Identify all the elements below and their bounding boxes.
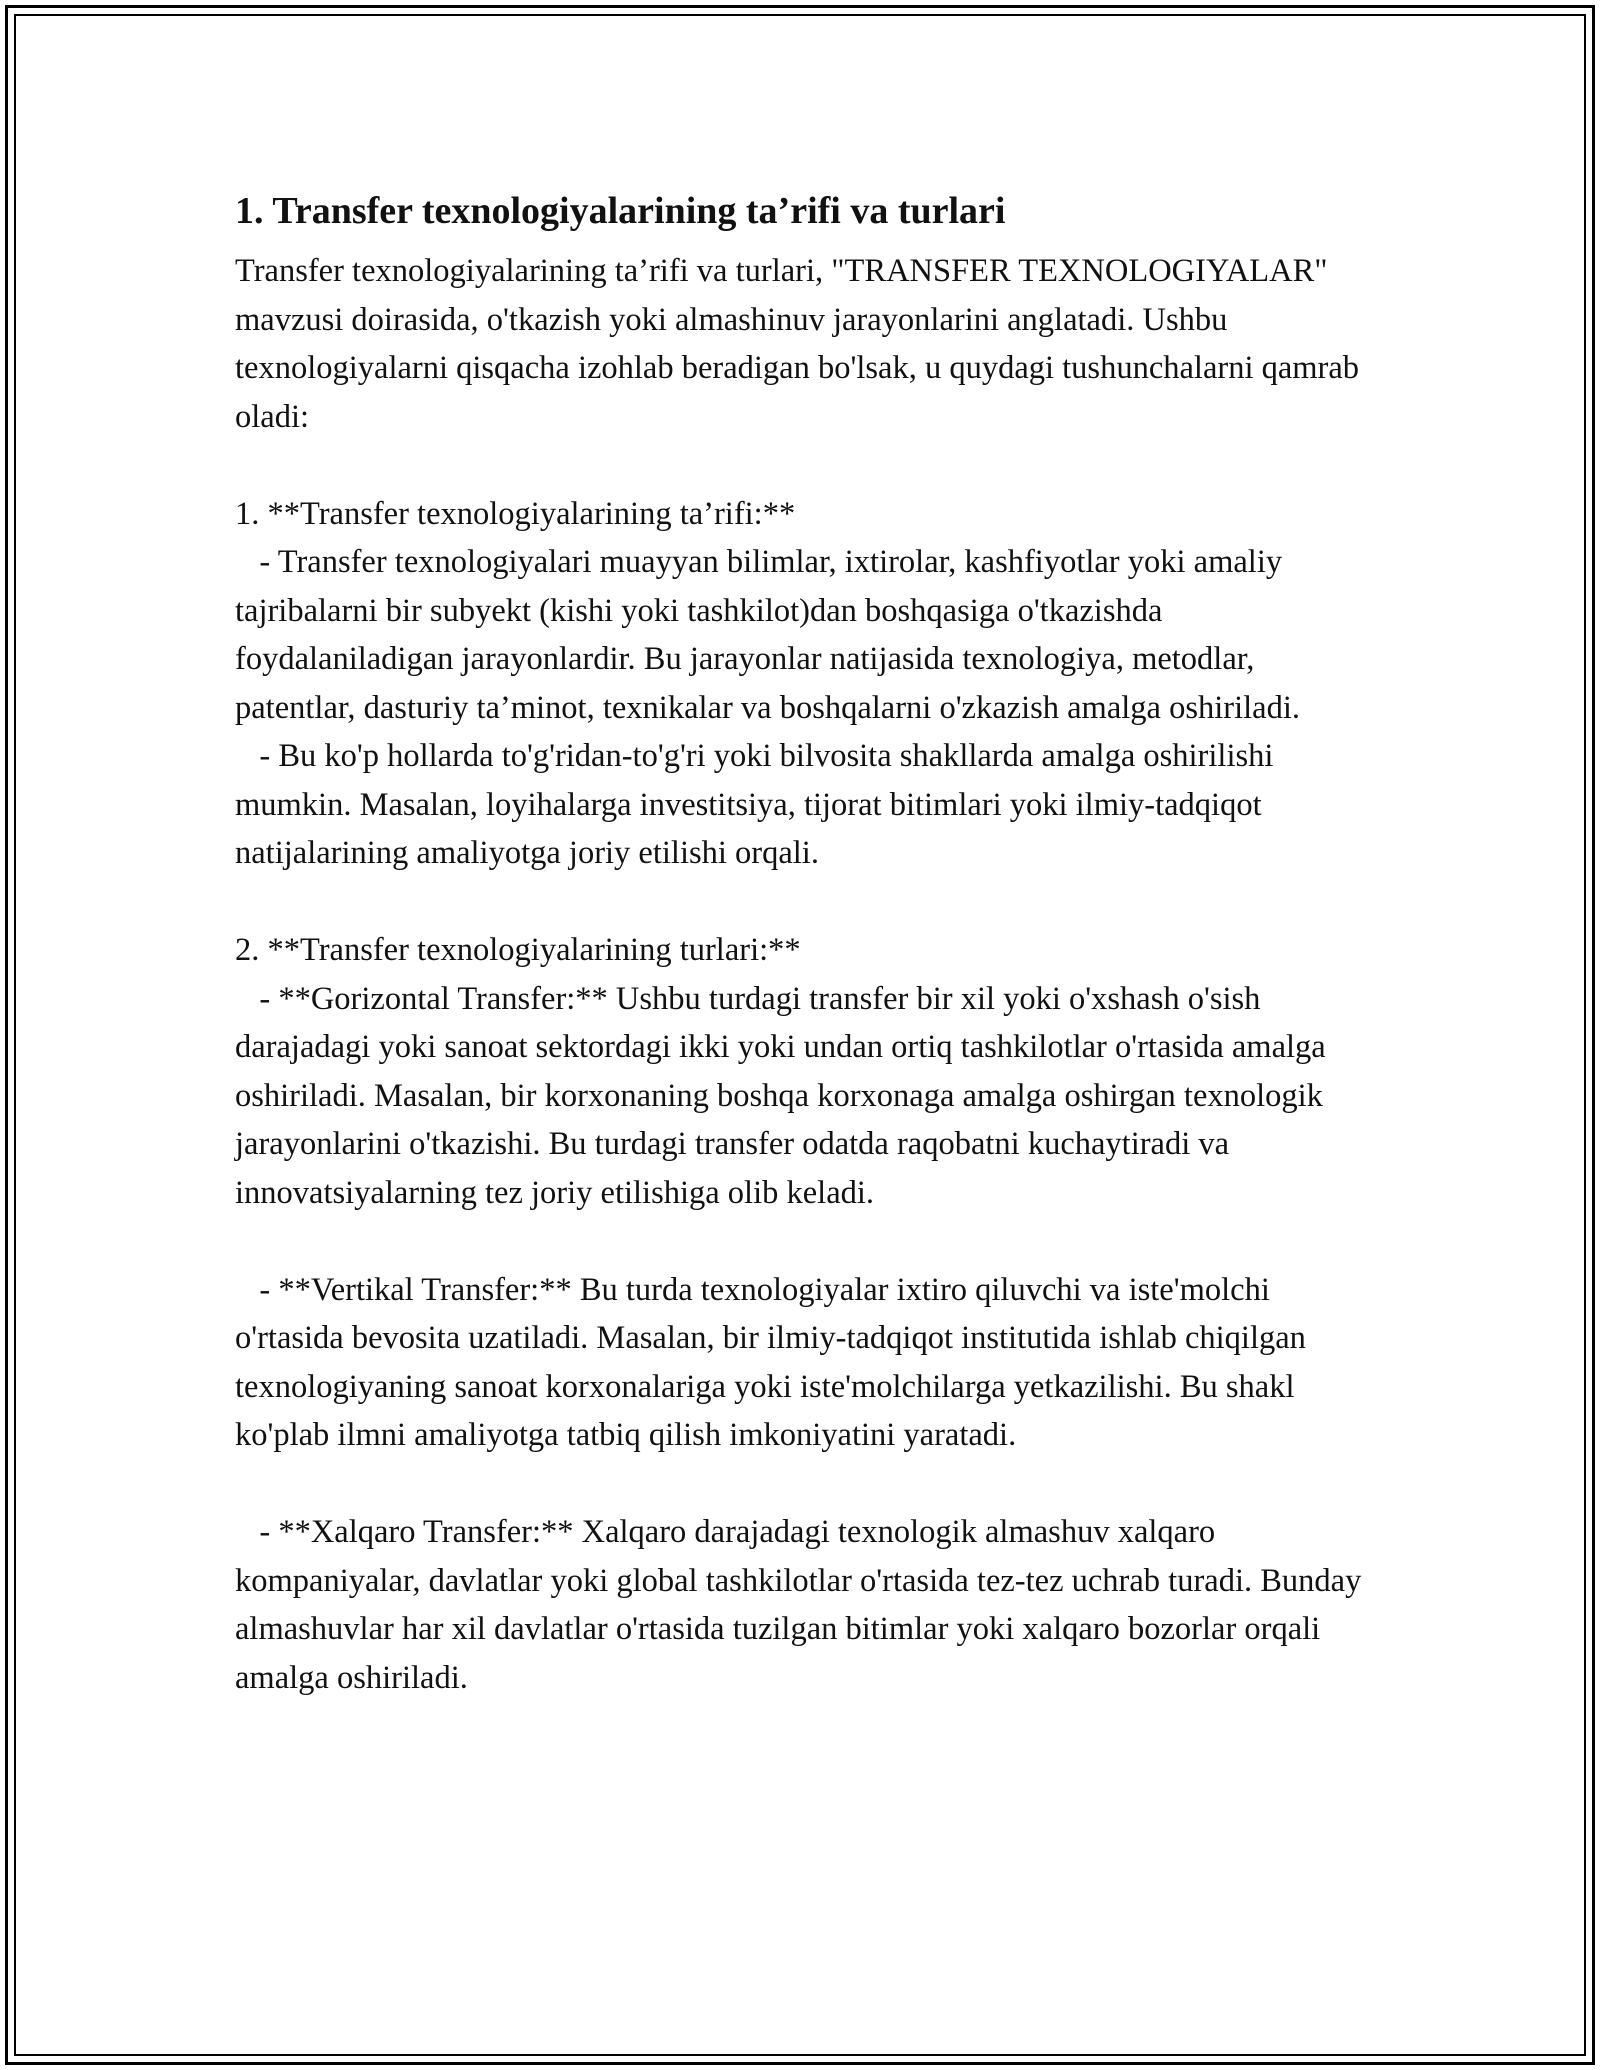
section-body: Transfer texnologiyalarining ta’rifi va turlari, "TRANSFER TEXNOLOGIYALAR" mavzusi doirasida, o'tkazish yoki almashinuv jarayonlarini anglatadi. Ushbu texnologiyalarni qisqacha izohlab beradigan bo'lsak, u quydagi tushunchalarni qamrab oladi: 1. **Transfer texnologiyalarining ta’rifi:** - Transfer texnologiyalari muayyan bilimlar, ixtirolar, kashfiyotlar yoki amaliy tajribalarni bir subyekt (kishi yoki tashkilot)dan boshqasiga o'tkazishda foydalaniladigan jarayonlardir. Bu jarayonlar natijasida texnologiya, metodlar, patentlar, dasturiy ta’minot, texnikalar va boshqalarni o'zkazish amalga oshiriladi. - Bu ko'p hollarda to'g'ridan-to'g'ri yoki bilvosita shakllarda amalga oshirilishi mumkin. Masalan, loyihalarga investitsiya, tijorat bitimlari yoki ilmiy-tadqiqot natijalarining amaliyotga joriy etilishi orqali. 2. **Transfer texnologiyalarining turlari:** - **Gorizontal Transfer:** Ushbu turdagi transfer bir xil yoki o'xshash o'sish darajadagi yoki sanoat sektordagi ikki yoki undan ortiq tashkilotlar o'rtasida amalga oshiriladi. Masalan, bir korxonaning boshqa korxonaga amalga oshirgan texnologik jarayonlarini o'tkazishi. Bu turdagi transfer odatda raqobatni kuchaytiradi va innovatsiyalarning tez joriy etilishiga olib keladi. - **Vertikal Transfer:** Bu turda texnologiyalar ixtiro qiluvchi va iste'molchi o'rtasida bevosita uzatiladi. Masalan, bir ilmiy-tadqiqot institutida ishlab chiqilgan texnologiyaning sanoat korxonalariga yoki iste'molchilarga yetkazilishi. Bu shakl ko'plab ilmni amaliyotga tatbiq qilish imkoniyatini yaratadi. - **Xalqaro Transfer:** Xalqaro darajadagi texnologik almashuv xalqaro kompaniyalar, davlatlar yoki global tashkilotlar o'rtasida tez-tez uchrab turadi. Bunday almashuvlar har xil davlatlar o'rtasida tuzilgan bitimlar yoki xalqaro bozorlar orqali amalga oshiriladi. (235, 253, 1362, 1696)
document-content (235, 185, 1375, 1702)
section-heading: 1. Transfer texnologiyalarining ta’rifi va turlari (235, 190, 1006, 232)
